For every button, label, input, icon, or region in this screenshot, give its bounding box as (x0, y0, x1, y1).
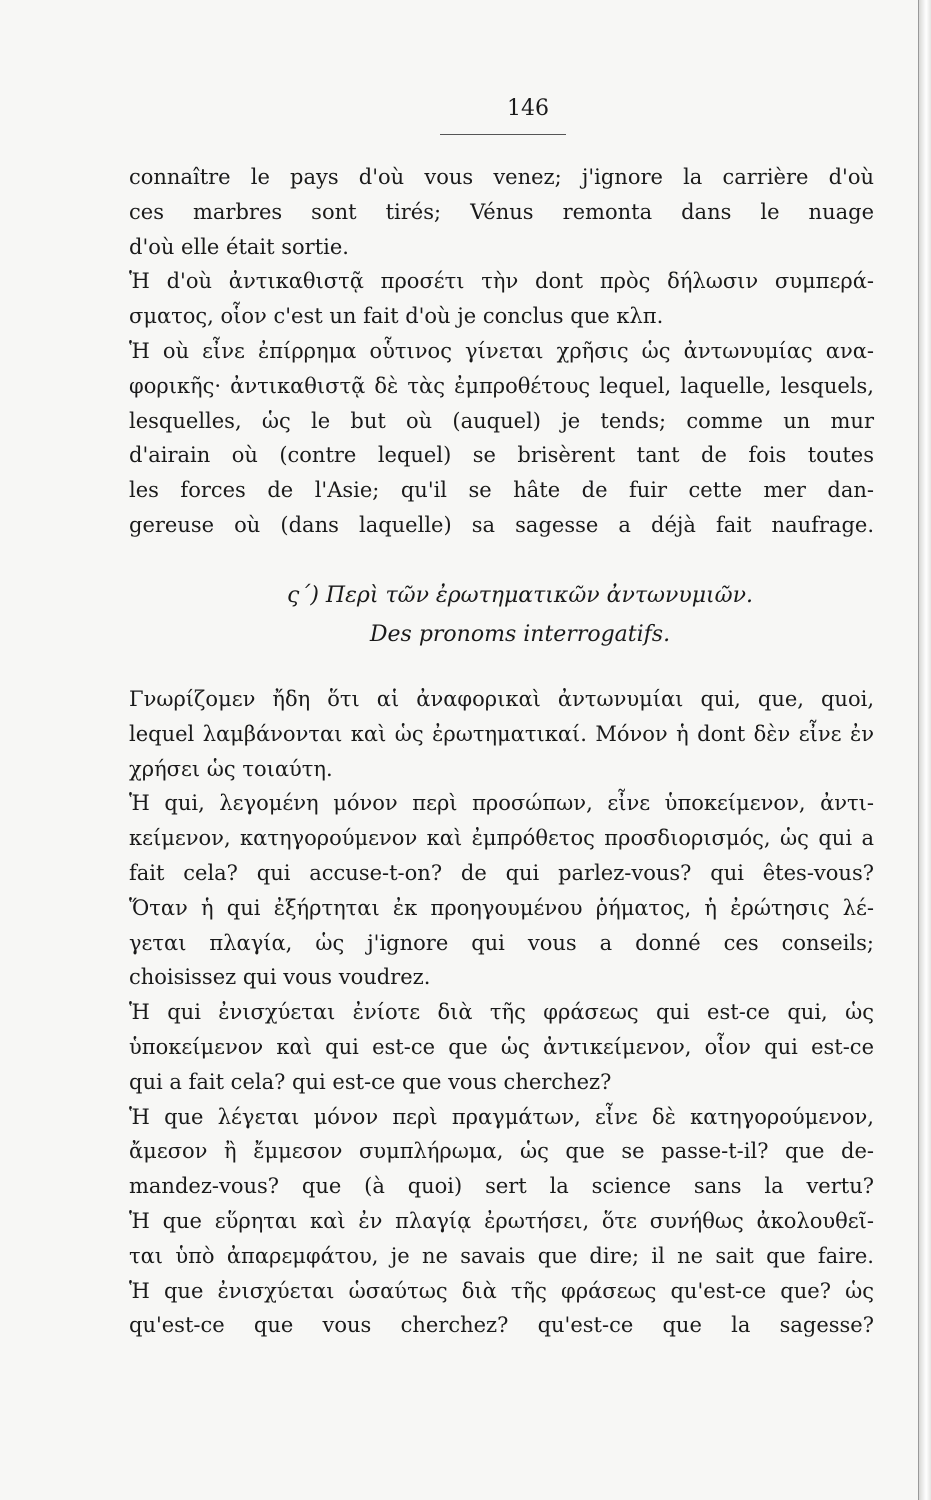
text-line: d'où elle était sortie. (129, 234, 349, 259)
section-heading-greek: ς΄) Περὶ τῶν ἐρωτηματικῶν ἀντωνυμιῶν. (287, 583, 753, 608)
text-line: ἄμεσον ἢ ἔμμεσον συμπλήρωμα, ὡς que se passe-t-il? que de- (129, 1139, 874, 1164)
text-line: gereuse où (dans laquelle) sa sagesse a déjà fait naufrage. (129, 512, 874, 537)
text-line: qu'est-ce que vous cherchez? qu'est-ce que la sagesse? (129, 1313, 874, 1338)
text-line: choisissez qui vous voudrez. (129, 965, 431, 990)
page-number: 146 (507, 96, 549, 121)
text-line: d'airain où (contre lequel) se brisèrent tant de fois toutes (129, 443, 874, 468)
text-line: Ὅταν ἡ qui ἐξήρτηται ἐκ προηγουμένου ῥήματος, ἡ ἐρώτησις λέ- (129, 895, 874, 920)
text-line: lequel λαμβάνονται καὶ ὡς ἐρωτηματικαί. Μόνον ἡ dont δὲν εἶνε ἐν (129, 721, 874, 746)
text-line: ces marbres sont tirés; Vénus remonta dans le nuage (129, 199, 874, 224)
text-line: Ἡ que ἐνισχύεται ὡσαύτως διὰ τῆς φράσεως qu'est-ce que? ὡς (129, 1278, 874, 1303)
text-line: mandez-vous? que (à quoi) sert la science sans la vertu? (129, 1174, 874, 1199)
text-line: connaître le pays d'où vous venez; j'ignore la carrière d'où (129, 165, 874, 189)
paragraph-block-2 (129, 682, 874, 1343)
section-heading-french: Des pronoms interrogatifs. (369, 622, 671, 647)
text-line: κείμενον, κατηγορούμενον καὶ ἐμπρόθετος προσδιορισμός, ὡς qui a (129, 826, 874, 851)
text-line: Ἡ d'où ἀντικαθιστᾷ προσέτι τὴν dont πρὸς δήλωσιν συμπερά- (129, 269, 874, 294)
text-line: ται ὑπὸ ἀπαρεμφάτου, je ne savais que dire; il ne sait que faire. (129, 1243, 874, 1268)
text-line: φορικῆς· ἀντικαθιστᾷ δὲ τὰς ἐμπροθέτους lequel, laquelle, lesquels, (129, 373, 874, 398)
text-line: ὑποκείμενον καὶ qui est-ce que ὡς ἀντικείμενον, οἷον qui est-ce (129, 1034, 874, 1059)
text-line: lesquelles, ὡς le but où (auquel) je tends; comme un mur (129, 408, 874, 433)
header-rule (440, 134, 566, 135)
text-line: fait cela? qui accuse-t-on? de qui parlez-vous? qui êtes-vous? (129, 860, 874, 885)
text-line: Ἡ qui ἐνισχύεται ἐνίοτε διὰ τῆς φράσεως qui est-ce qui, ὡς (129, 1000, 874, 1025)
text-line: χρήσει ὡς τοιαύτη. (129, 756, 333, 781)
text-line: Γνωρίζομεν ἤδη ὅτι αἱ ἀναφορικαὶ ἀντωνυμίαι qui, que, quoi, (129, 687, 874, 711)
text-line: Ἡ que λέγεται μόνον περὶ πραγμάτων, εἶνε δὲ κατηγορούμενον, (129, 1104, 874, 1129)
text-line: les forces de l'Asie; qu'il se hâte de fuir cette mer dan- (129, 478, 874, 503)
text-line: Ἡ qui, λεγομένη μόνον περὶ προσώπων, εἶνε ὑποκείμενον, ἀντι- (129, 791, 874, 816)
text-line: Ἡ où εἶνε ἐπίρρημα οὗτινος γίνεται χρῆσις ὡς ἀντωνυμίας ανα- (129, 338, 874, 363)
page-edge (918, 0, 931, 1500)
text-line: γεται πλαγία, ὡς j'ignore qui vous a donné ces conseils; (129, 930, 874, 955)
paragraph-block-1 (129, 160, 874, 543)
text-line: qui a fait cela? qui est-ce que vous cherchez? (129, 1069, 612, 1094)
text-line: Ἡ que εὕρηται καὶ ἐν πλαγίᾳ ἐρωτήσει, ὅτε συνήθως ἀκολουθεῖ- (129, 1208, 874, 1233)
text-line: σματος, οἷον c'est un fait d'où je conclus que κλπ. (129, 304, 664, 329)
